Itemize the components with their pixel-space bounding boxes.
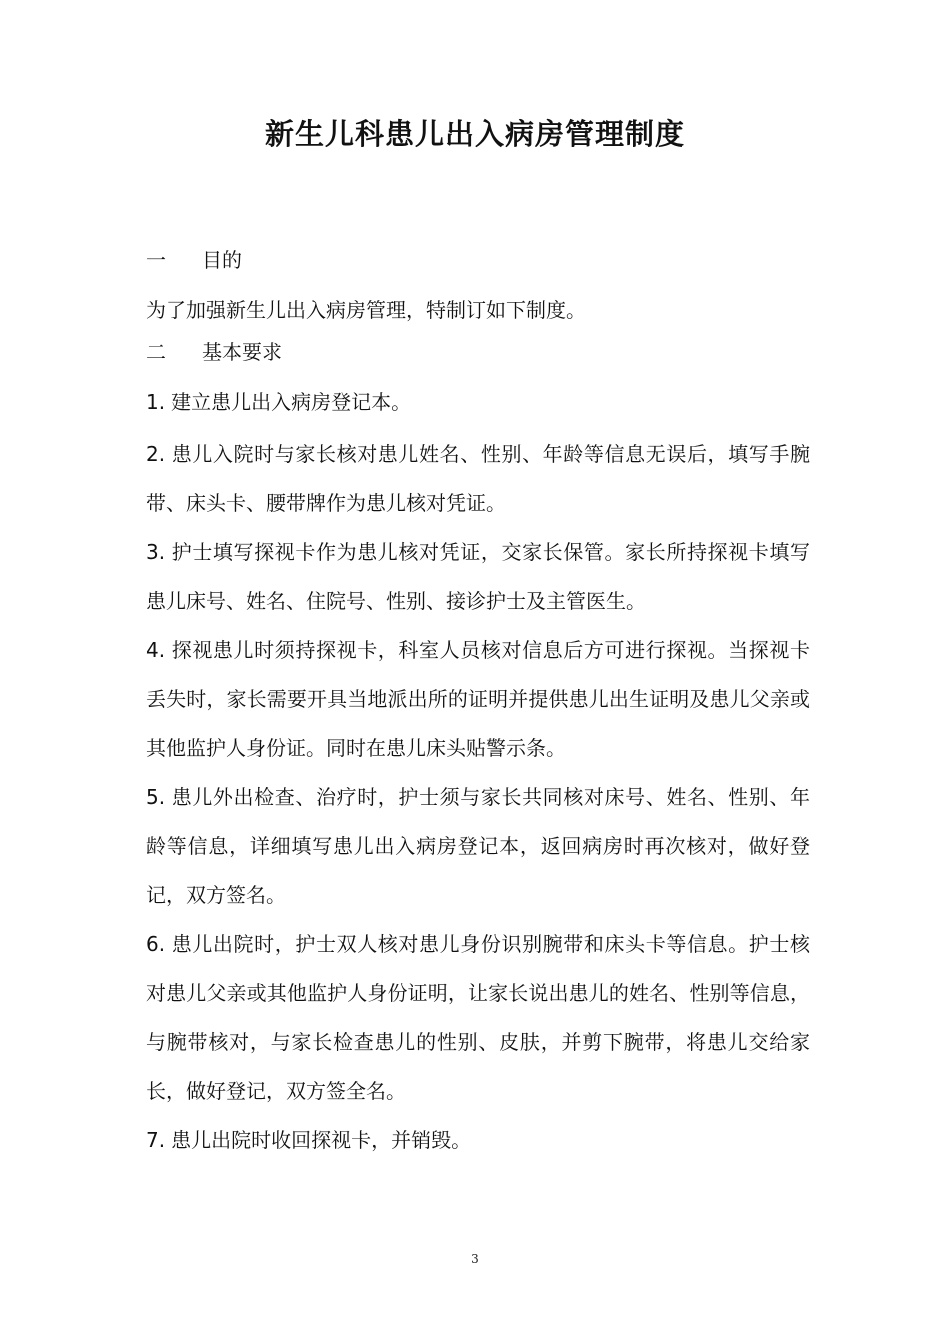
section-number: 二 bbox=[146, 340, 166, 364]
item-number: 6. bbox=[146, 932, 166, 956]
item-number: 1. bbox=[146, 390, 166, 414]
section-heading-purpose bbox=[146, 240, 810, 290]
section-title: 目的 bbox=[202, 248, 242, 272]
page-number: 3 bbox=[471, 1252, 479, 1266]
requirement-item-4 bbox=[146, 626, 810, 773]
item-number: 4. bbox=[146, 638, 166, 662]
item-text: 探视患儿时须持探视卡，科室人员核对信息后方可进行探视。当探视卡丢失时，家长需要开具当地派出所的证明并提供患儿出生证明及患儿父亲或其他监护人身份证。同时在患儿床头贴警示条。 bbox=[146, 638, 810, 760]
purpose-paragraph: 为了加强新生儿出入病房管理，特制订如下制度。 bbox=[146, 298, 586, 322]
section-heading-requirements bbox=[146, 332, 810, 382]
requirement-item-3 bbox=[146, 528, 810, 626]
section-title: 基本要求 bbox=[202, 340, 282, 364]
item-number: 7. bbox=[146, 1128, 166, 1152]
requirement-item-5 bbox=[146, 773, 810, 920]
item-text: 建立患儿出入病房登记本。 bbox=[171, 390, 412, 414]
item-text: 患儿出院时收回探视卡，并销毁。 bbox=[171, 1128, 472, 1152]
item-number: 2. bbox=[146, 442, 166, 466]
item-text: 患儿外出检查、治疗时，护士须与家长共同核对床号、姓名、性别、年龄等信息，详细填写患儿出入病房登记本，返回病房时再次核对，做好登记，双方签名。 bbox=[146, 785, 810, 907]
item-number: 5. bbox=[146, 785, 166, 809]
document-title: 新生儿科患儿出入病房管理制度 bbox=[264, 117, 685, 151]
requirement-item-1 bbox=[146, 382, 810, 422]
item-text: 患儿入院时与家长核对患儿姓名、性别、年龄等信息无误后，填写手腕带、床头卡、腰带牌作为患儿核对凭证。 bbox=[146, 442, 810, 515]
requirement-item-6 bbox=[146, 920, 810, 1116]
item-text: 患儿出院时，护士双人核对患儿身份识别腕带和床头卡等信息。护士核对患儿父亲或其他监护人身份证明，让家长说出患儿的姓名、性别等信息，与腕带核对，与家长检查患儿的性别、皮肤，并剪下腕带，将患儿交给家长，做好登记，双方签全名。 bbox=[146, 932, 810, 1103]
item-number: 3. bbox=[146, 540, 166, 564]
section-number: 一 bbox=[146, 248, 166, 272]
requirement-item-7 bbox=[146, 1116, 810, 1165]
requirement-item-2 bbox=[146, 430, 810, 528]
item-text: 护士填写探视卡作为患儿核对凭证，交家长保管。家长所持探视卡填写患儿床号、姓名、住院号、性别、接诊护士及主管医生。 bbox=[146, 540, 810, 613]
document-body bbox=[146, 240, 810, 1165]
